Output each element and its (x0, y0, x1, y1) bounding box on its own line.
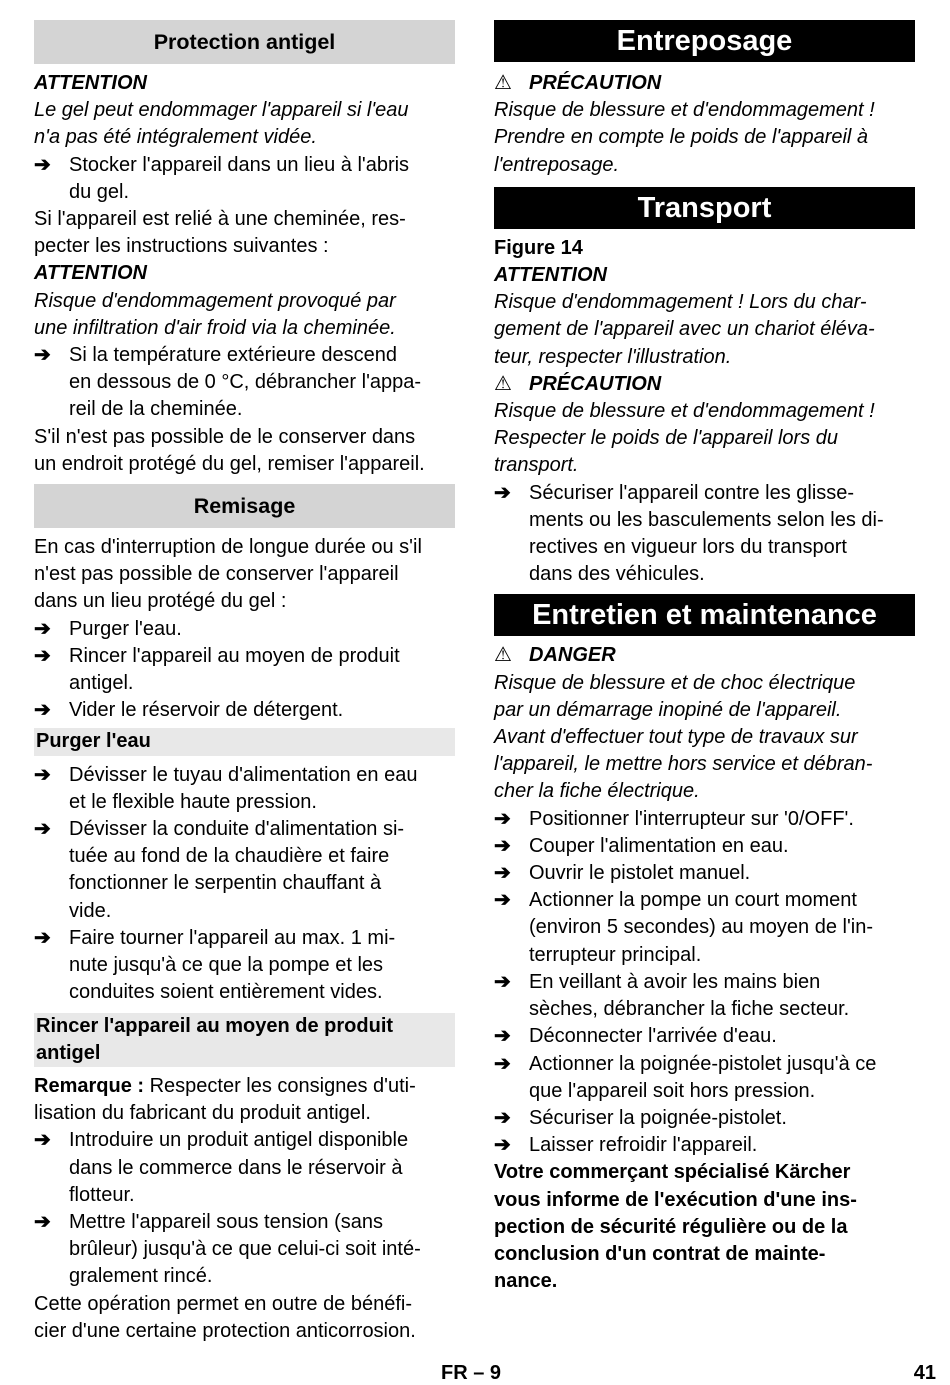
subheading-purger-eau: Purger l'eau (34, 728, 455, 755)
arrow-icon: ➔ (494, 862, 511, 885)
danger-text: DANGER (529, 644, 616, 667)
text-line: teur, respecter l'illustration. (494, 345, 732, 368)
arrow-icon: ➔ (494, 807, 511, 830)
text-line: En cas d'interruption de longue durée ou s'il (34, 536, 422, 559)
text-line: cher la fiche électrique. (494, 780, 700, 803)
text-line: par un démarrage inopiné de l'appareil. (494, 698, 842, 721)
arrow-icon: ➔ (34, 153, 51, 176)
bullet-item (494, 480, 915, 589)
text-line: ments ou les basculements selon les di- (529, 508, 884, 531)
text-line: gement de l'appareil avec un chariot éléva- (494, 318, 875, 341)
text-line: Rincer l'appareil au moyen de produit (69, 644, 400, 667)
text-line: Introduire un produit antigel disponible (69, 1129, 409, 1152)
text-line: sèches, débrancher la fiche secteur. (529, 998, 850, 1021)
bullet-item (34, 1209, 455, 1291)
note-paragraph (34, 1073, 455, 1127)
text-line: Purger l'eau. (69, 617, 182, 640)
bullet-item (34, 152, 455, 206)
bullet-item (34, 762, 455, 816)
text-line: flotteur. (69, 1183, 135, 1206)
text-line: Faire tourner l'appareil au max. 1 mi- (69, 926, 396, 949)
text-line: Prendre en compte le poids de l'appareil à (494, 126, 869, 149)
bullet-item (494, 1023, 915, 1050)
bullet-item (34, 342, 455, 424)
arrow-icon: ➔ (494, 481, 511, 504)
attention-label: ATTENTION (34, 72, 147, 94)
arrow-icon: ➔ (34, 818, 51, 841)
text-line: pecter les instructions suivantes : (34, 235, 329, 258)
text-line: lisation du fabricant du produit antigel. (34, 1102, 371, 1125)
arrow-icon: ➔ (34, 344, 51, 367)
caution-text: PRÉCAUTION (529, 372, 662, 395)
text-line: dans le commerce dans le réservoir à (69, 1156, 403, 1179)
paragraph (34, 424, 455, 478)
text-line: conduites soient entièrement vides. (69, 981, 383, 1004)
text-line: que l'appareil soit hors pression. (529, 1079, 816, 1102)
text-line: Risque de blessure et de choc électrique (494, 671, 856, 694)
paragraph (34, 288, 455, 342)
note-text: Respecter les consignes d'uti- (144, 1074, 416, 1097)
text-line: Vider le réservoir de détergent. (69, 699, 344, 722)
text-line: du gel. (69, 180, 130, 203)
danger-label (494, 642, 915, 669)
text-line: l'appareil, le mettre hors service et débran- (494, 753, 873, 776)
text-line: en dessous de 0 °C, débrancher l'appa- (69, 371, 422, 394)
text-line: n'a pas été intégralement vidée. (34, 126, 317, 149)
note-label: Remarque : (34, 1074, 145, 1097)
paragraph (34, 97, 455, 151)
left-column (34, 20, 455, 1345)
text-line: un endroit protégé du gel, remiser l'appareil. (34, 452, 425, 475)
figure-reference: Figure 14 (494, 236, 583, 259)
text-line: Cette opération permet en outre de bénéfi- (34, 1292, 413, 1315)
text-line: terrupteur principal. (529, 943, 702, 966)
caution-text: PRÉCAUTION (529, 72, 662, 94)
text-line: nute jusqu'à ce que la pompe et les (69, 954, 384, 977)
warning-icon: ⚠ (494, 72, 512, 94)
page-number: 41 (913, 1362, 936, 1384)
maintenance-contract-note (494, 1159, 915, 1295)
text-line: Sécuriser l'appareil contre les glisse- (529, 481, 855, 504)
text-line: Déconnecter l'arrivée d'eau. (529, 1025, 777, 1048)
text-line: Ouvrir le pistolet manuel. (529, 862, 751, 885)
bullet-item (494, 806, 915, 833)
text-line: Rincer l'appareil au moyen de produit (36, 1014, 394, 1037)
arrow-icon: ➔ (34, 699, 51, 722)
text-line: Risque d'endommagement provoqué par (34, 289, 396, 312)
heading-entretien-maintenance: Entretien et maintenance (494, 594, 915, 636)
bullet-item (494, 1105, 915, 1132)
arrow-icon: ➔ (34, 644, 51, 667)
right-column (494, 20, 915, 1295)
text-line: Dévisser la conduite d'alimentation si- (69, 818, 405, 841)
paragraph (494, 97, 915, 179)
text-line: nance. (494, 1270, 558, 1293)
text-line: cier d'une certaine protection anticorrosion. (34, 1319, 416, 1342)
warning-icon: ⚠ (494, 372, 512, 395)
paragraph (34, 1291, 455, 1345)
arrow-icon: ➔ (34, 617, 51, 640)
arrow-icon: ➔ (494, 970, 511, 993)
text-line: gralement rincé. (69, 1265, 213, 1288)
text-line: Positionner l'interrupteur sur '0/OFF'. (529, 807, 854, 830)
text-line: En veillant à avoir les mains bien (529, 970, 821, 993)
text-line: et le flexible haute pression. (69, 790, 317, 813)
heading-entreposage: Entreposage (494, 20, 915, 62)
bullet-item (494, 833, 915, 860)
bullet-item (494, 860, 915, 887)
text-line: Actionner la poignée-pistolet jusqu'à ce (529, 1052, 877, 1075)
bullet-item (34, 816, 455, 925)
attention-label: ATTENTION (494, 264, 607, 287)
bullet-item (494, 969, 915, 1023)
text-line: une infiltration d'air froid via la cheminée. (34, 316, 396, 339)
text-line: Risque de blessure et d'endommagement ! (494, 99, 875, 122)
bullet-item (494, 1132, 915, 1159)
bullet-item (34, 697, 455, 724)
text-line: n'est pas possible de conserver l'appareil (34, 563, 399, 586)
text-line: antigel (36, 1041, 101, 1064)
text-line: Laisser refroidir l'appareil. (529, 1134, 758, 1157)
arrow-icon: ➔ (494, 1106, 511, 1129)
text-line: Si la température extérieure descend (69, 344, 397, 367)
text-line: dans un lieu protégé du gel : (34, 590, 287, 613)
text-line: S'il n'est pas possible de le conserver dans (34, 425, 416, 448)
arrow-icon: ➔ (34, 763, 51, 786)
arrow-icon: ➔ (34, 1210, 51, 1233)
text-line: l'entreposage. (494, 153, 620, 176)
paragraph (494, 289, 915, 371)
text-line: vous informe de l'exécution d'une ins- (494, 1188, 857, 1211)
paragraph (34, 206, 455, 260)
text-line: (environ 5 secondes) au moyen de l'in- (529, 916, 874, 939)
text-line: dans des véhicules. (529, 563, 705, 586)
bullet-item (34, 925, 455, 1007)
arrow-icon: ➔ (34, 1129, 51, 1152)
bullet-item (34, 643, 455, 697)
text-line: transport. (494, 454, 579, 477)
arrow-icon: ➔ (494, 1025, 511, 1048)
text-line: Le gel peut endommager l'appareil si l'eau (34, 99, 409, 122)
text-line: Risque d'endommagement ! Lors du char- (494, 291, 867, 314)
text-line: fonctionner le serpentin chauffant à (69, 872, 382, 895)
text-line: antigel. (69, 672, 134, 695)
arrow-icon: ➔ (494, 1052, 511, 1075)
paragraph (494, 670, 915, 806)
text-line: Stocker l'appareil dans un lieu à l'abris (69, 153, 410, 176)
warning-icon: ⚠ (494, 644, 512, 667)
bullet-item (494, 1051, 915, 1105)
text-line: conclusion d'un contrat de mainte- (494, 1242, 826, 1265)
text-line (34, 1073, 455, 1100)
text-line: Respecter le poids de l'appareil lors du (494, 427, 839, 450)
text-line: Votre commerçant spécialisé Kärcher (494, 1161, 851, 1184)
text-line: pection de sécurité régulière ou de la (494, 1215, 848, 1238)
bullet-item (34, 1127, 455, 1209)
text-line: Mettre l'appareil sous tension (sans (69, 1210, 383, 1233)
page-footer-label: FR – 9 (441, 1362, 502, 1384)
text-line: Actionner la pompe un court moment (529, 889, 857, 912)
subheading-rincer-antigel (34, 1013, 455, 1067)
text-line: tuée au fond de la chaudière et faire (69, 845, 390, 868)
bullet-item (34, 616, 455, 643)
text-line: Si l'appareil est relié à une cheminée, res- (34, 208, 406, 231)
arrow-icon: ➔ (494, 889, 511, 912)
bullet-item (494, 887, 915, 969)
text-line: Avant d'effectuer tout type de travaux sur (494, 726, 858, 749)
paragraph (494, 398, 915, 480)
text-line: Risque de blessure et d'endommagement ! (494, 400, 875, 423)
text-line: vide. (69, 899, 112, 922)
arrow-icon: ➔ (494, 834, 511, 857)
text-line: brûleur) jusqu'à ce que celui-ci soit inté- (69, 1238, 421, 1261)
heading-remisage: Remisage (34, 484, 455, 528)
text-line: Dévisser le tuyau d'alimentation en eau (69, 763, 418, 786)
arrow-icon: ➔ (494, 1134, 511, 1157)
heading-protection-antigel: Protection antigel (34, 20, 455, 64)
caution-label (494, 371, 915, 398)
text-line: Sécuriser la poignée-pistolet. (529, 1106, 787, 1129)
arrow-icon: ➔ (34, 926, 51, 949)
text-line: reil de la cheminée. (69, 398, 243, 421)
text-line: Couper l'alimentation en eau. (529, 834, 789, 857)
caution-label (494, 70, 915, 97)
paragraph (34, 534, 455, 616)
heading-transport: Transport (494, 187, 915, 229)
text-line: rectives en vigueur lors du transport (529, 536, 847, 559)
attention-label: ATTENTION (34, 262, 147, 285)
